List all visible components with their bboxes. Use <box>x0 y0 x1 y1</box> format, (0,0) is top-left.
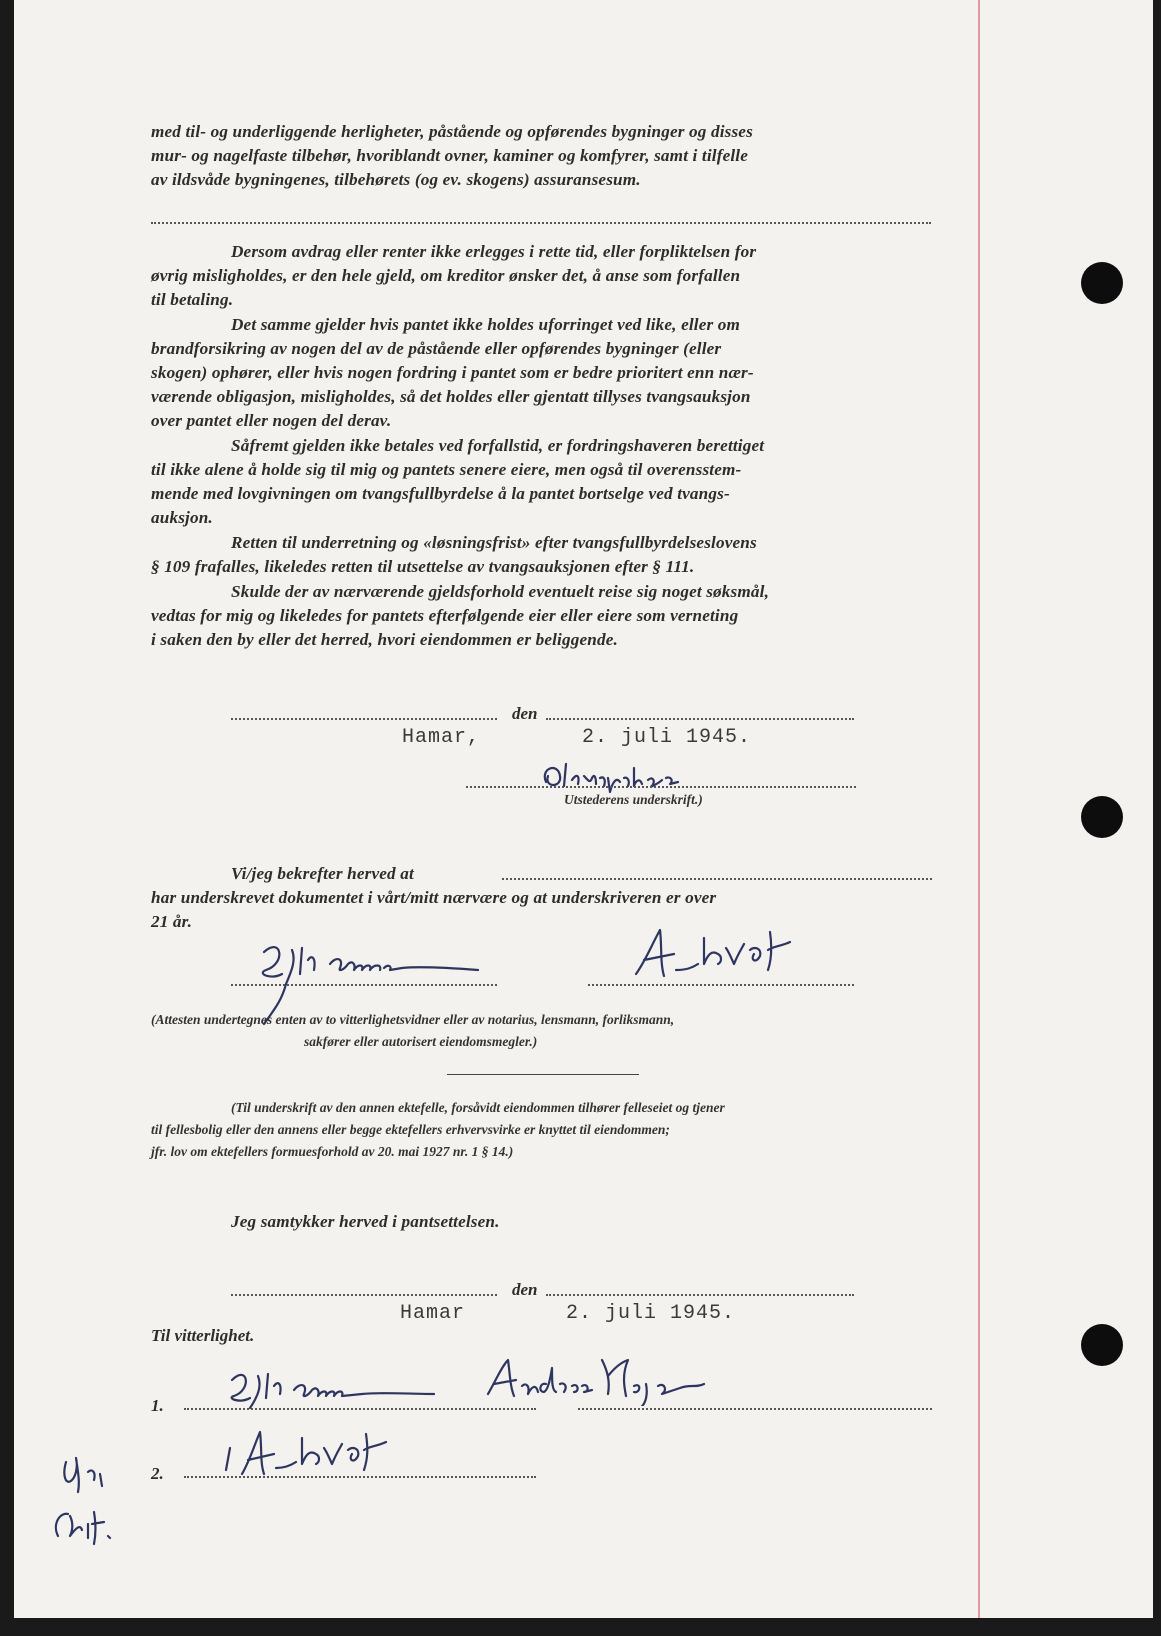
clause-6-line-3: i saken den by eller det herred, hvori eiendommen er beliggende. <box>151 630 618 649</box>
issuer-signature <box>538 758 718 794</box>
place-dotted-line <box>231 718 497 720</box>
punch-hole-bottom <box>1081 1324 1123 1366</box>
clause-1-line-2: mur- og nagelfaste tilbehør, hvoriblandt ovner, kaminer og komfyrer, samt i tilfelle <box>151 146 748 165</box>
issuer-place: Hamar, <box>402 726 481 749</box>
spouse-note-line-3: jfr. lov om ektefellers formuesforhold av 20. mai 1927 nr. 1 § 14.) <box>151 1144 514 1159</box>
attestation-line-3: 21 år. <box>151 912 193 931</box>
date-dotted-line <box>546 718 854 720</box>
consent-place: Hamar <box>400 1302 466 1325</box>
witness-2-line <box>184 1476 536 1478</box>
clause-1-line-3: av ildsvåde bygningenes, tilbehørets (og ev. skogens) assuransesum. <box>151 170 641 189</box>
spouse-note-line-1: (Til underskrift av den annen ektefelle, forsåvidt eiendommen tilhører felleseiet og tjener <box>231 1100 725 1115</box>
clause-2-line-1: Dersom avdrag eller renter ikke erlegges i rette tid, eller forpliktelsen for <box>231 242 757 261</box>
issuer-signature-caption: Utstederens underskrift.) <box>564 792 703 807</box>
issuer-signature-line <box>466 786 856 788</box>
clause-2-line-3: til betaling. <box>151 290 234 309</box>
spouse-signature-line <box>578 1408 932 1410</box>
witness-1-signature-line <box>231 984 497 986</box>
spouse-signature <box>482 1356 742 1406</box>
witness-2-signature <box>220 1424 430 1480</box>
clause-6-line-2: vedtas for mig og likeledes for pantets efterfølgende eier eller eiere som verneting <box>151 606 739 625</box>
clause-3-line-3: skogen) ophører, eller hvis nogen fordring i pantet som er bedre prioritert enn nær- <box>151 363 754 382</box>
consent-text: Jeg samtykker herved i pantsettelsen. <box>231 1212 500 1231</box>
clause-4-line-2: til ikke alene å holde sig til mig og pantets senere eiere, men også til overensstem- <box>151 460 742 479</box>
clause-3-line-5: over pantet eller nogen del derav. <box>151 411 392 430</box>
clause-4-line-4: auksjon. <box>151 508 213 527</box>
attestation-line-2: har underskrevet dokumentet i vårt/mitt nærvære og at underskriveren er over <box>151 888 717 907</box>
clause-3-line-1: Det samme gjelder hvis pantet ikke holdes uforringet ved like, eller om <box>231 315 741 334</box>
spouse-note-line-2: til fellesbolig eller den annens eller begge ektefellers erhvervsvirke er knyttet til eiendommen; <box>151 1122 670 1137</box>
issuer-date: 2. juli 1945. <box>582 726 752 749</box>
punch-hole-middle <box>1081 796 1123 838</box>
attestation-note-line-2: sakfører eller autorisert eiendomsmegler.) <box>304 1034 538 1049</box>
margin-rule <box>978 0 980 1618</box>
witness-2-label: 2. <box>151 1464 164 1483</box>
punch-hole-top <box>1081 262 1123 304</box>
witness-signature-1 <box>252 930 502 1050</box>
clause-5-line-1: Retten til underretning og «løsningsfrist» efter tvangsfullbyrdelseslovens <box>231 533 757 552</box>
witness-heading: Til vitterlighet. <box>151 1326 255 1345</box>
clause-3-line-2: brandforsikring av nogen del av de påstående eller opførendes bygninger (eller <box>151 339 722 358</box>
clause-2-line-2: øvrig misligholdes, er den hele gjeld, om kreditor ønsker det, å anse som forfallen <box>151 266 741 285</box>
clause-6-line-1: Skulde der av nærværende gjeldsforhold eventuelt reise sig noget søksmål, <box>231 582 770 601</box>
clause-4-line-1: Såfremt gjelden ikke betales ved forfallstid, er fordringshaveren berettiget <box>231 436 765 455</box>
spouse-separator-line <box>447 1074 639 1075</box>
attestation-name-dotted-line <box>502 878 932 880</box>
margin-initials <box>48 1452 128 1552</box>
attestation-line-1: Vi/jeg bekrefter herved at <box>231 864 414 883</box>
issuer-den-label: den <box>512 704 538 723</box>
witness-2-signature-line <box>588 984 854 986</box>
witness-1-label: 1. <box>151 1396 164 1415</box>
clause-3-line-4: værende obligasjon, misligholdes, så det holdes eller gjentatt tillyses tvangsauksjon <box>151 387 751 406</box>
clause-4-line-3: mende med lovgivningen om tvangsfullbyrdelse å la pantet bortselge ved tvangs- <box>151 484 730 503</box>
consent-date: 2. juli 1945. <box>566 1302 736 1325</box>
witness-signature-2 <box>622 924 832 984</box>
clause-5-line-2: § 109 frafalles, likeledes retten til utsettelse av tvangsauksjonen efter § 111. <box>151 557 695 576</box>
witness-1-signature <box>222 1360 452 1412</box>
clause-1-line-1: med til- og underliggende herligheter, påstående og opførendes bygninger og disses <box>151 122 753 141</box>
consent-den-label: den <box>512 1280 538 1299</box>
consent-place-dotted-line <box>231 1294 497 1296</box>
consent-date-dotted-line <box>546 1294 854 1296</box>
attestation-note-line-1: (Attesten undertegnes enten av to vitterlighetsvidner eller av notarius, lensmann, forliksmann, <box>151 1012 675 1027</box>
separator-dotted <box>151 222 931 224</box>
witness-1-line <box>184 1408 536 1410</box>
